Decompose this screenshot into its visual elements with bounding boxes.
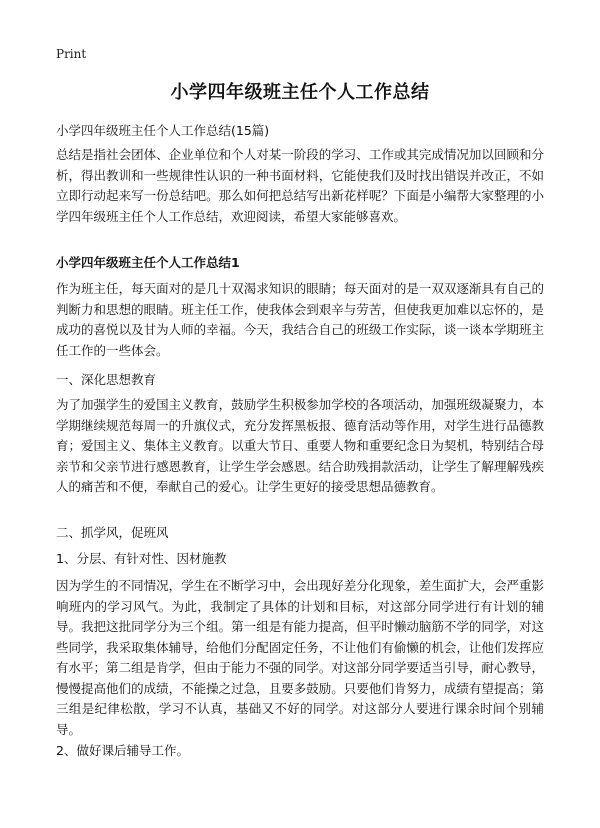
intro-paragraph: 总结是指社会团体、企业单位和个人对某一阶段的学习、工作或其完成情况加以回顾和分析，得出教训和一些规律性认识的一种书面材料，它能使我们及时找出错误并改正，不如立即行动起来写一份总结吧。那么如何把总结写出新花样呢？下面是小编帮大家整理的小学四年级班主任个人工作总结，欢迎阅读，希望大家能够喜欢。 [56, 147, 544, 224]
print-link[interactable]: Print [56, 47, 87, 61]
paragraph-1: 作为班主任，每天面对的是几十双渴求知识的眼睛；每天面对的是一双双逐渐具有自己的判断力和思想的眼睛。班主任工作，使我体会到艰辛与劳苦，但使我更加难以忘怀的，是成功的喜悦以及甘为人师的幸福。今天，我结合自己的班级工作实际，谈一谈本学期班主任工作的一些体会。 [56, 281, 544, 358]
subsection-heading-1: 1、分层、有针对性、因材施教 [56, 551, 227, 566]
paragraph-3: 因为学生的不同情况，学生在不断学习中，会出现好差分化现象，差生面扩大，会严重影响班内的学习风气。为此，我制定了具体的计划和目标，对这部分同学进行有计划的辅导。我把这批同学分为三个组。第一组是有能力提高，但平时懒动脑筋不学的同学，对这些同学，我采取集体辅导，给他们分配固定任务，不让他们有偷懒的机会，让他们发挥应有水平；第二组是肯学，但由于能力不强的同学。对这部分同学要适当引导，耐心教导，慢慢提高他们的成绩，不能操之过急，且要多鼓励。只要他们肯努力，成绩有望提高；第三组是纪律松散，学习不认真，基础又不好的同学。对这部分人要进行课余时间个别辅导。 [56, 578, 544, 737]
section-heading-1: 一、深化思想教育 [56, 372, 157, 387]
page-title: 小学四年级班主任个人工作总结 [170, 82, 430, 103]
subsection-heading-2: 2、做好课后辅导工作。 [56, 743, 189, 758]
subtitle: 小学四年级班主任个人工作总结(15篇) [56, 123, 270, 138]
section-heading-2: 二、抓学风，促班风 [56, 525, 169, 540]
article-heading: 小学四年级班主任个人工作总结1 [56, 255, 240, 270]
paragraph-2: 为了加强学生的爱国主义教育，鼓励学生积极参加学校的各项活动，加强班级凝聚力，本学期继续规范每周一的升旗仪式，充分发挥黑板报、德育活动等作用，对学生进行品德教育；爱国主义、集体主义教育。以重大节日、重要人物和重要纪念日为契机，特别结合母亲节和父亲节进行感恩教育，让学生学会感恩。结合助残捐款活动，让学生了解理解残疾人的痛苦和不便，奉献自己的爱心。让学生更好的接受思想品德教育。 [56, 397, 544, 494]
